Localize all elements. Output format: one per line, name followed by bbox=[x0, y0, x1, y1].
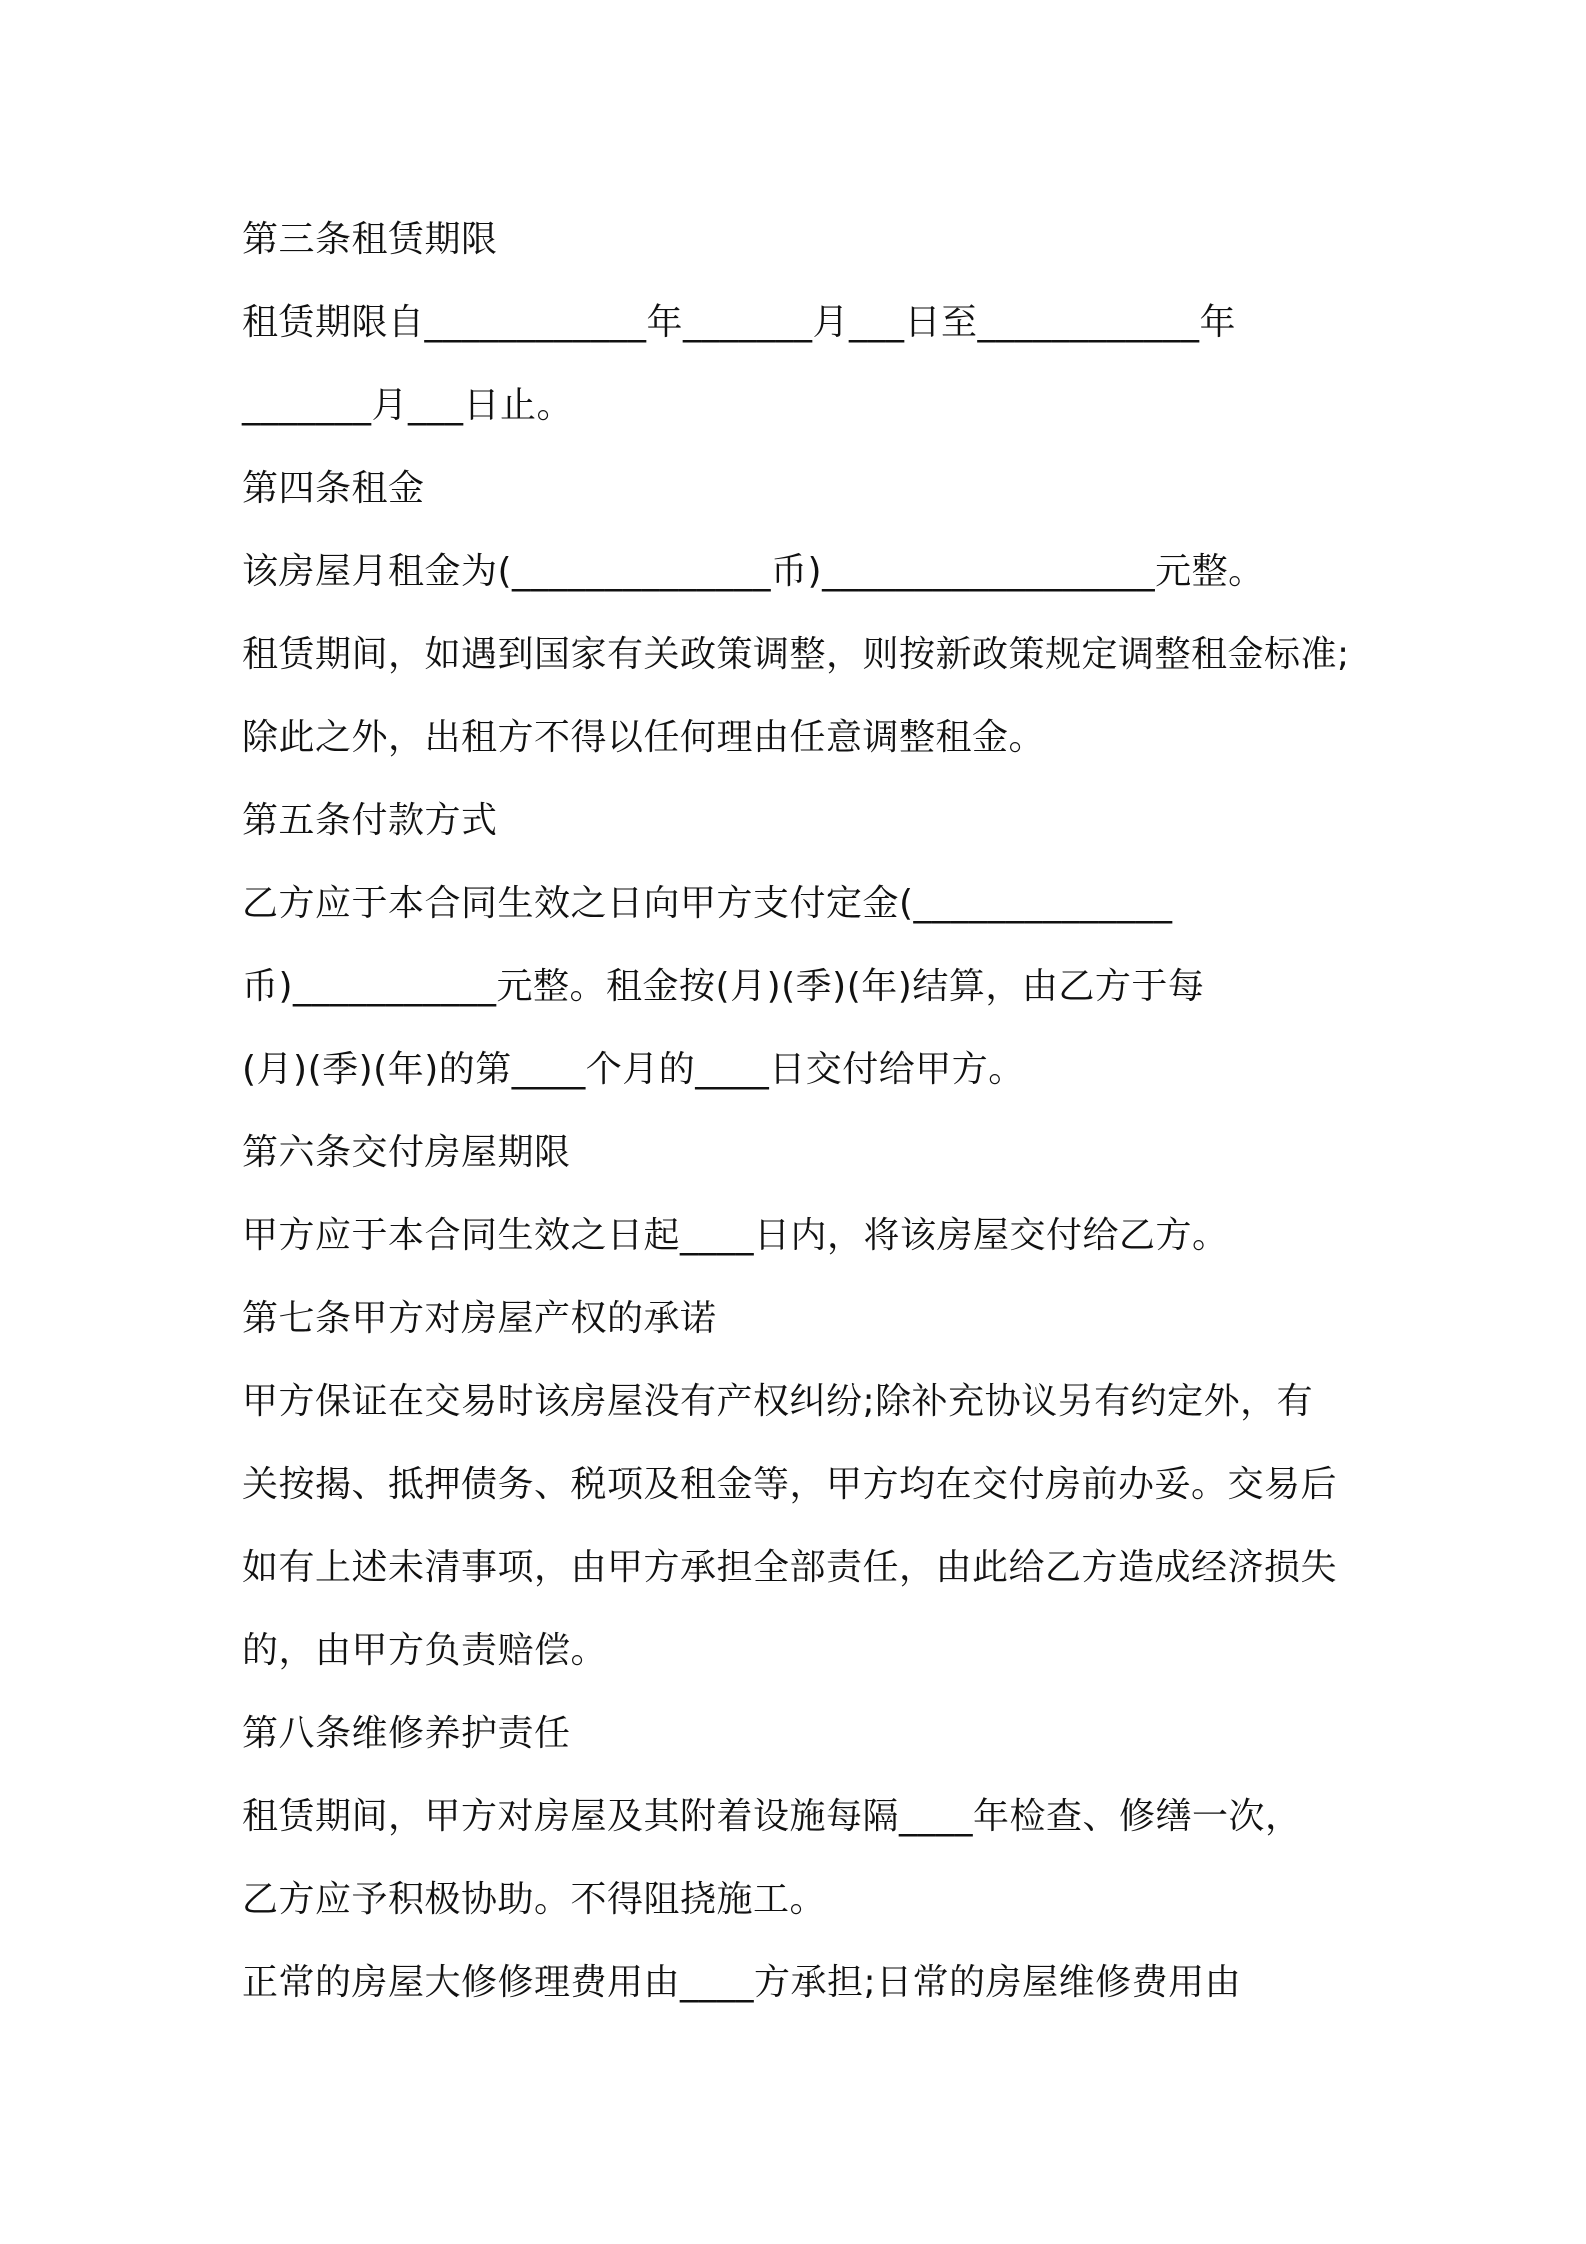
paragraph-line: 租赁期间，如遇到国家有关政策调整，则按新政策规定调整租金标准; bbox=[242, 634, 1350, 675]
paragraph-line: 甲方保证在交易时该房屋没有产权纠纷;除补充协议另有约定外，有 bbox=[242, 1381, 1314, 1422]
paragraph-line: 甲方应于本合同生效之日起____日内，将该房屋交付给乙方。 bbox=[242, 1215, 1229, 1256]
section-heading-rent: 第四条租金 bbox=[242, 468, 425, 509]
section-heading-lease-term: 第三条租赁期限 bbox=[242, 219, 498, 260]
paragraph-line: 乙方应予积极协助。不得阻挠施工。 bbox=[242, 1879, 827, 1920]
paragraph-line: (月)(季)(年)的第____个月的____日交付给甲方。 bbox=[242, 1049, 1025, 1090]
paragraph-line: 租赁期限自____________年_______月___日至____________年 bbox=[242, 302, 1237, 343]
section-heading-payment-method: 第五条付款方式 bbox=[242, 800, 498, 841]
section-heading-delivery-term: 第六条交付房屋期限 bbox=[242, 1132, 571, 1173]
contract-body bbox=[242, 198, 1372, 2024]
paragraph-line: 关按揭、抵押债务、税项及租金等，甲方均在交付房前办妥。交易后 bbox=[242, 1464, 1338, 1505]
paragraph-line: 如有上述未清事项，由甲方承担全部责任，由此给乙方造成经济损失 bbox=[242, 1547, 1338, 1588]
paragraph-line: 除此之外，出租方不得以任何理由任意调整租金。 bbox=[242, 717, 1046, 758]
paragraph-line: 的，由甲方负责赔偿。 bbox=[242, 1630, 608, 1671]
paragraph-line: 币)___________元整。租金按(月)(季)(年)结算，由乙方于每 bbox=[242, 966, 1205, 1007]
paragraph-line: 正常的房屋大修修理费用由____方承担;日常的房屋维修费用由 bbox=[242, 1962, 1242, 2003]
paragraph-line: _______月___日止。 bbox=[242, 385, 574, 426]
paragraph-line: 乙方应于本合同生效之日向甲方支付定金(______________ bbox=[242, 883, 1173, 924]
paragraph-line: 该房屋月租金为(______________币)__________________元整。 bbox=[242, 551, 1265, 592]
section-heading-maintenance: 第八条维修养护责任 bbox=[242, 1713, 571, 1754]
paragraph-line: 租赁期间，甲方对房屋及其附着设施每隔____年检查、修缮一次， bbox=[242, 1796, 1302, 1837]
section-heading-ownership-commitment: 第七条甲方对房屋产权的承诺 bbox=[242, 1298, 717, 1339]
